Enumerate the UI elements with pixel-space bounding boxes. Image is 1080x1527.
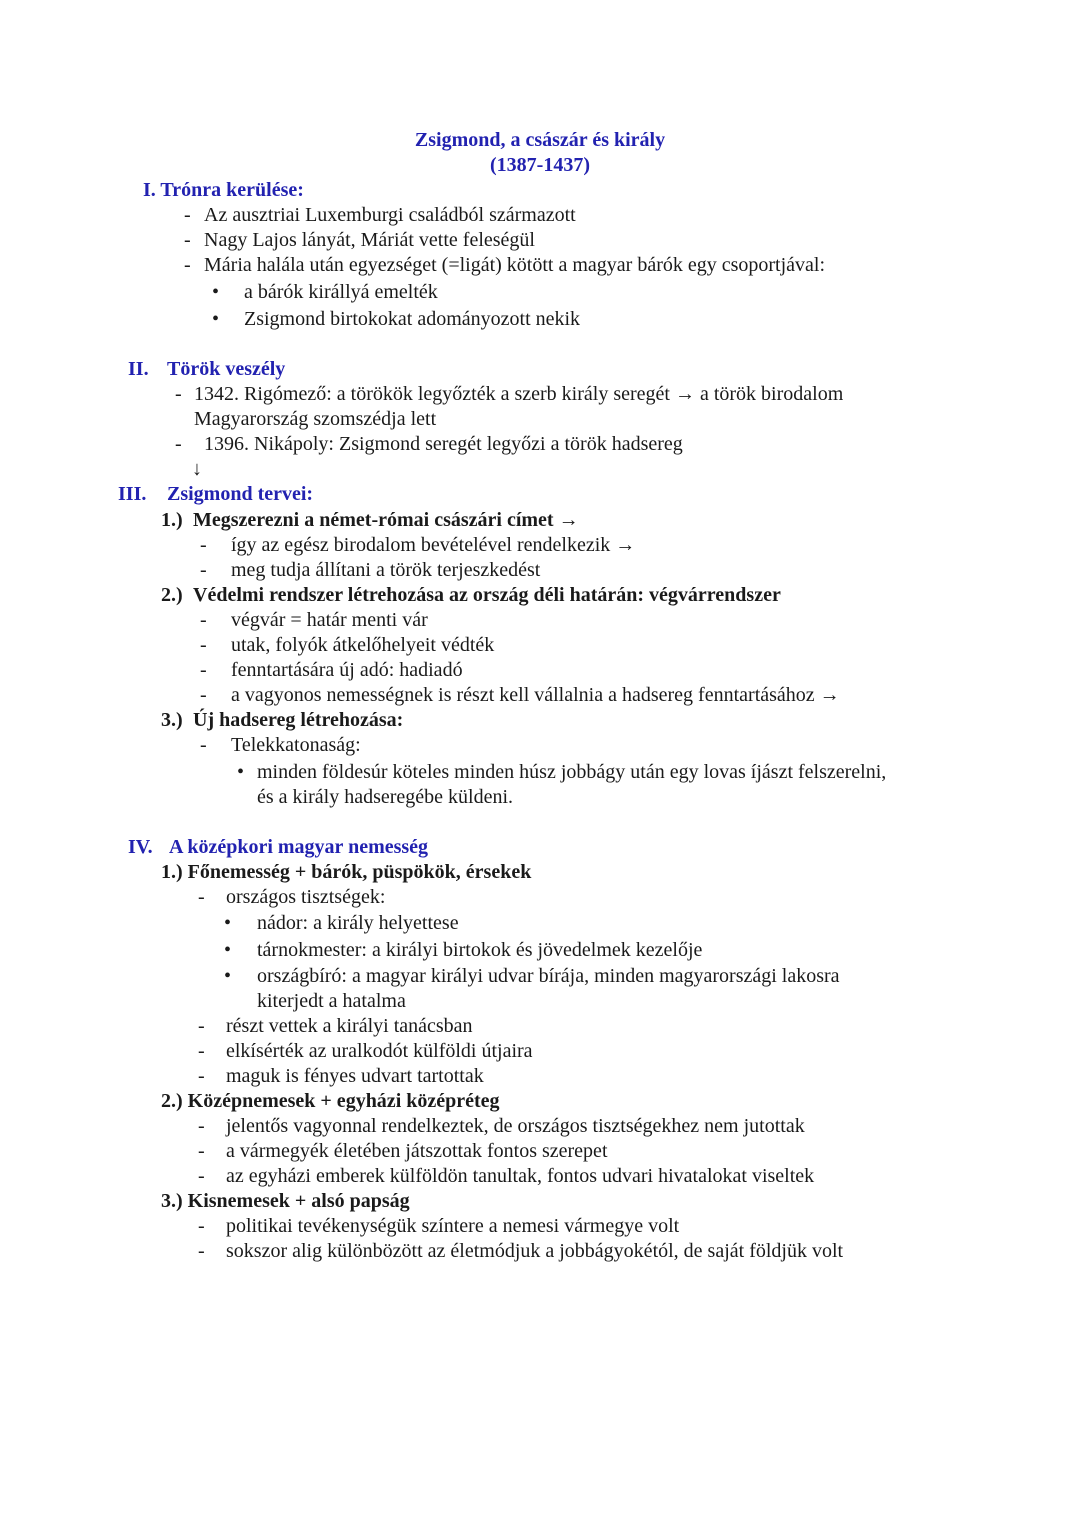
s1-item-2: Nagy Lajos lányát, Máriát vette feleségül xyxy=(204,229,535,251)
section-2-heading: Török veszély xyxy=(167,358,286,380)
s3-p2-item-2: utak, folyók átkelőhelyeit védték xyxy=(231,634,495,656)
s1-bullet-1: a bárók királlyá emelték xyxy=(244,281,438,303)
s1-item-3: Mária halála után egyezséget (=ligát) kötött a magyar bárók egy csoportjával: xyxy=(204,254,826,276)
dash-marker: - xyxy=(184,204,191,226)
bullet-marker: • xyxy=(224,965,232,987)
s4-point-3-heading: 3.) Kisnemesek + alsó papság xyxy=(161,1190,410,1212)
dash-marker: - xyxy=(198,886,205,908)
dash-marker: - xyxy=(198,1065,205,1087)
s1-bullet-2: Zsigmond birtokokat adományozott nekik xyxy=(244,308,581,330)
dash-marker: - xyxy=(200,684,207,706)
dash-marker: - xyxy=(200,534,207,556)
s4-p1-item-2: elkísérték az uralkodót külföldi útjaira xyxy=(226,1040,533,1062)
dash-marker: - xyxy=(184,254,191,276)
s3-p3-bullet: minden földesúr köteles minden húsz jobbágy után egy lovas íjászt felszerelni, xyxy=(257,761,887,783)
s3-p3-bullet-cont: és a király hadseregébe küldeni. xyxy=(257,786,514,808)
s3-p2-item-3: fenntartására új adó: hadiadó xyxy=(231,659,463,681)
s2-item-1-cont: Magyarország szomszédja lett xyxy=(194,408,437,430)
bullet-marker: • xyxy=(212,281,220,303)
section-4-number: IV. xyxy=(128,836,153,858)
section-3-heading: Zsigmond tervei: xyxy=(167,483,314,505)
s3-point-3-number: 3.) xyxy=(161,709,183,731)
title-years: (1387-1437) xyxy=(490,154,590,176)
s4-p1-item-1: részt vettek a királyi tanácsban xyxy=(226,1015,473,1037)
section-2-number: II. xyxy=(128,358,149,380)
s3-point-3-heading: Új hadsereg létrehozása: xyxy=(193,709,404,731)
s2-item-1: 1342. Rigómező: a törökök legyőzték a szerb király seregét → a török birodalom xyxy=(194,383,844,405)
s4-p3-item-2: sokszor alig különbözött az életmódjuk a jobbágyokétól, de saját földjük volt xyxy=(226,1240,844,1262)
section-3-number: III. xyxy=(118,483,147,505)
s3-p2-item-1: végvár = határ menti vár xyxy=(231,609,428,631)
s3-p1-item-1: így az egész birodalom bevételével rendelkezik → xyxy=(231,534,636,556)
s4-point-2-heading: 2.) Középnemesek + egyházi középréteg xyxy=(161,1090,500,1112)
s2-item-2: 1396. Nikápoly: Zsigmond seregét legyőzi a török hadsereg xyxy=(204,433,683,455)
s4-p1-bullet-2: tárnokmester: a királyi birtokok és jövedelmek kezelője xyxy=(257,939,703,961)
s4-p2-item-3: az egyházi emberek külföldön tanultak, fontos udvari hivatalokat viseltek xyxy=(226,1165,815,1187)
dash-marker: - xyxy=(200,559,207,581)
s4-p1-bullet-3-cont: kiterjedt a hatalma xyxy=(257,990,406,1012)
dash-marker: - xyxy=(198,1165,205,1187)
dash-marker: - xyxy=(175,433,182,455)
s4-p1-item-3: maguk is fényes udvart tartottak xyxy=(226,1065,484,1087)
bullet-marker: • xyxy=(237,761,245,783)
s4-point-1-heading: 1.) Főnemesség + bárók, püspökök, érsekek xyxy=(161,861,532,883)
dash-marker: - xyxy=(200,634,207,656)
bullet-marker: • xyxy=(212,308,220,330)
bullet-marker: • xyxy=(224,912,232,934)
dash-marker: - xyxy=(198,1015,205,1037)
section-1-heading: I. Trónra kerülése: xyxy=(143,179,304,201)
dash-marker: - xyxy=(184,229,191,251)
s4-p1-bullet-3: országbíró: a magyar királyi udvar bírája, minden magyarországi lakosra xyxy=(257,965,840,987)
dash-marker: - xyxy=(200,659,207,681)
page-title: Zsigmond, a császár és király xyxy=(414,129,666,151)
dash-marker: - xyxy=(200,734,207,756)
dash-marker: - xyxy=(200,609,207,631)
dash-marker: - xyxy=(198,1040,205,1062)
s4-p2-item-1: jelentős vagyonnal rendelkeztek, de országos tisztségekhez nem jutottak xyxy=(226,1115,805,1137)
s3-point-1-heading: Megszerezni a német-római császári címet → xyxy=(193,509,579,531)
s4-p2-item-2: a vármegyék életében játszottak fontos szerepet xyxy=(226,1140,608,1162)
s4-p1-bullet-1: nádor: a király helyettese xyxy=(257,912,459,934)
section-4-heading: A középkori magyar nemesség xyxy=(169,836,429,858)
down-arrow: ↓ xyxy=(192,458,202,480)
s3-p2-item-4: a vagyonos nemességnek is részt kell vállalnia a hadsereg fenntartásához → xyxy=(231,684,840,706)
s1-item-1: Az ausztriai Luxemburgi családból származott xyxy=(204,204,576,226)
s3-point-2-heading: Védelmi rendszer létrehozása az ország déli határán: végvárrendszer xyxy=(193,584,781,606)
s3-point-1-number: 1.) xyxy=(161,509,183,531)
s3-p1-item-2: meg tudja állítani a török terjeszkedést xyxy=(231,559,541,581)
s3-point-2-number: 2.) xyxy=(161,584,183,606)
bullet-marker: • xyxy=(224,939,232,961)
dash-marker: - xyxy=(198,1215,205,1237)
dash-marker: - xyxy=(175,383,182,405)
s4-p3-item-1: politikai tevékenységük színtere a nemesi vármegye volt xyxy=(226,1215,680,1237)
s3-p3-item-1: Telekkatonaság: xyxy=(231,734,361,756)
dash-marker: - xyxy=(198,1140,205,1162)
dash-marker: - xyxy=(198,1240,205,1262)
dash-marker: - xyxy=(198,1115,205,1137)
s4-p1-item-0: országos tisztségek: xyxy=(226,886,386,908)
